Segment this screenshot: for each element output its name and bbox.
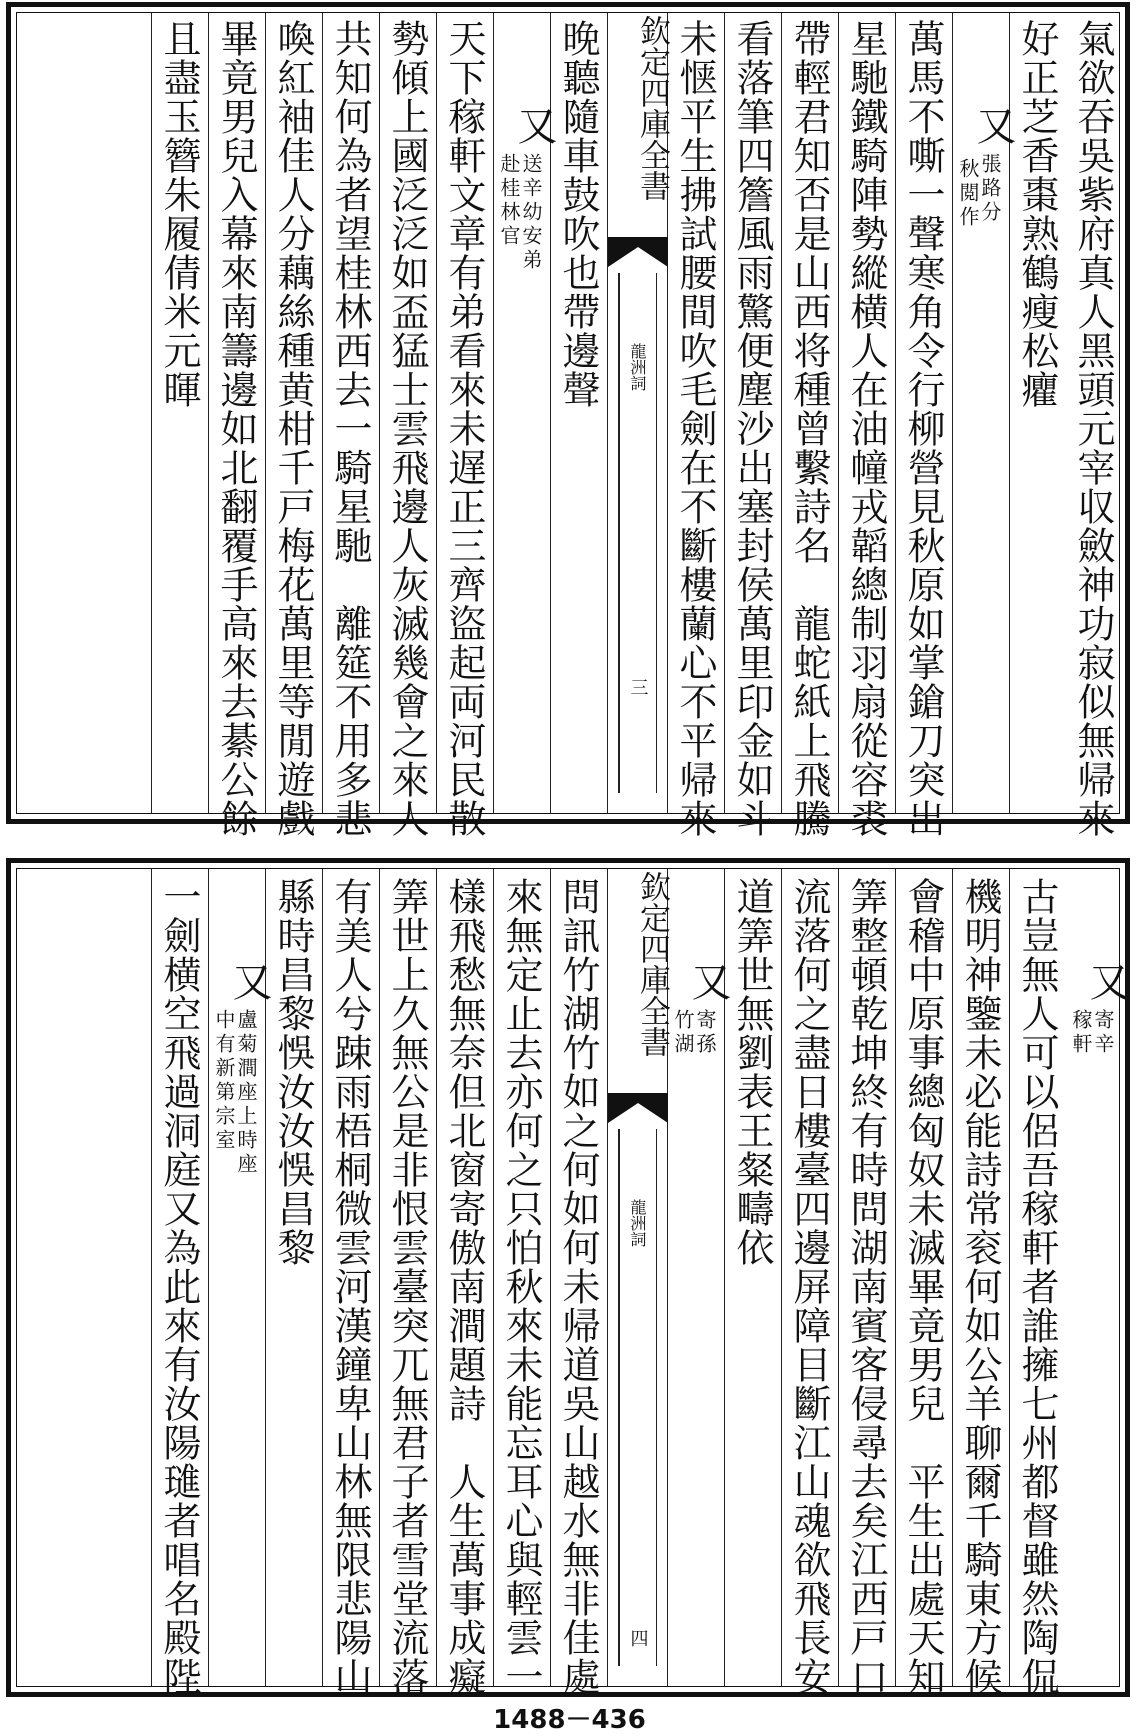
bottom-page-panel xyxy=(6,858,1130,1697)
top-col-11 xyxy=(436,13,493,838)
top-col-1 xyxy=(1066,13,1123,838)
banner-rule-right xyxy=(656,273,658,793)
text-column: 問訊竹湖竹如之何如何未帰道吳山越水無非佳處 xyxy=(556,877,600,1696)
banner-rule-left xyxy=(618,273,620,793)
bottom-col-16 xyxy=(151,869,208,1696)
text-column: 天下稼軒文章有弟看來未遅正三齊盜起両河民散 xyxy=(442,19,486,838)
text-column: 且盡玉簪朱履倩米元暉 xyxy=(157,19,201,409)
bottom-col-6 xyxy=(781,869,838,1696)
poem-note-left: 中有新第宗室 xyxy=(212,1009,236,1153)
top-col-12 xyxy=(379,13,436,838)
top-col-10 xyxy=(493,13,557,813)
poem-note-left: 稼軒 xyxy=(1069,1009,1093,1057)
poem-note-right: 寄孫 xyxy=(693,1009,717,1057)
text-column: 道筭世無劉表王粲疇依 xyxy=(730,877,774,1267)
text-column: 共知何為者望桂林西去一騎星馳 離筵不用多悲 xyxy=(328,19,372,838)
top-col-16 xyxy=(151,13,208,813)
top-center-banner xyxy=(607,13,670,813)
text-column: 古豈無人可以侶吾稼軒者誰擁七州都督雖然陶侃 xyxy=(1015,877,1059,1696)
text-column: 畢竟男兒入幕來南籌邊如北翻覆手高來去綦公餘 xyxy=(214,19,258,838)
text-column: 好正芝香棗熟鶴瘦松癯 xyxy=(1015,19,1059,409)
bottom-col-5 xyxy=(838,869,895,1696)
poem-note-right: 寄辛 xyxy=(1091,1009,1115,1057)
poem-note-right: 送辛幼安弟 xyxy=(519,153,543,273)
bottom-col-4 xyxy=(895,869,952,1696)
poem-note-left: 赴桂林官 xyxy=(497,153,521,249)
poem-note-right: 張路分 xyxy=(978,153,1002,225)
banner-page-number: 四 xyxy=(627,1629,649,1647)
top-col-7 xyxy=(724,13,781,838)
top-col-6 xyxy=(781,13,838,838)
text-column: 喚紅袖佳人分藕絲種黄柑千戸梅花萬里等閒遊戲 xyxy=(271,19,315,838)
top-col-3 xyxy=(952,13,1016,813)
poem-heading: 又 xyxy=(226,961,272,1003)
bottom-col-1 xyxy=(1066,869,1129,1686)
text-column: 萬馬不嘶一聲寒角令行柳營見秋原如掌鎗刀突出 xyxy=(901,19,945,838)
banner-page-number: 三 xyxy=(627,678,649,696)
top-col-15 xyxy=(208,13,265,838)
bottom-center-banner xyxy=(607,869,670,1686)
text-column: 樣飛愁無奈但北窗寄傲南澗題詩 人生萬事成癡 xyxy=(442,877,486,1696)
text-column: 筭整頓乾坤終有時問湖南賓客侵尋去矣江西戸口 xyxy=(844,877,888,1696)
top-page-panel xyxy=(6,2,1130,838)
banner-rule-right xyxy=(656,1129,658,1666)
bottom-col-15 xyxy=(208,869,272,1686)
poem-note-left: 秋閲作 xyxy=(956,158,980,230)
poem-note-right: 盧菊澗座上時座 xyxy=(234,1009,258,1177)
poem-heading: 又 xyxy=(685,961,731,1003)
top-col-8 xyxy=(667,13,724,838)
poem-heading: 又 xyxy=(511,105,557,147)
text-column: 未惬平生拂試腰間吹毛劍在不斷樓蘭心不平帰來 xyxy=(673,19,717,838)
text-column: 帶輕君知否是山西将種曾繫詩名 龍蛇紙上飛騰 xyxy=(787,19,831,838)
bottom-col-3 xyxy=(952,869,1009,1696)
top-page-frame xyxy=(16,12,1120,838)
text-column: 看落筆四簷風雨驚便塵沙出塞封侯萬里印金如斗 xyxy=(730,19,774,838)
text-column: 會稽中原事總匈奴未滅畢竟男兒 平生出處天知 xyxy=(901,877,945,1696)
bottom-col-10 xyxy=(493,869,550,1696)
text-column: 機明神鑒未必能詩常衮何如公羊聊爾千騎東方候 xyxy=(958,877,1002,1696)
text-column: 有美人兮踈雨梧桐微雲河漢鐘卑山林無限悲陽山 xyxy=(328,877,372,1696)
fish-tail-mark xyxy=(608,237,668,267)
banner-book-title: 欽定四庫全書 xyxy=(634,871,670,1057)
fish-tail-mark xyxy=(608,1093,668,1123)
top-col-13 xyxy=(322,13,379,838)
top-col-14 xyxy=(265,13,322,838)
top-col-5 xyxy=(838,13,895,838)
poem-heading: 又 xyxy=(1083,961,1129,1003)
text-column: 一劍横空飛過洞庭又為此來有汝陽璡者唱名殿陛 xyxy=(157,877,201,1696)
text-column: 星馳鐵騎陣勢縱横人在油幢戎韜總制羽扇從容裘 xyxy=(844,19,888,838)
bottom-col-8 xyxy=(667,869,731,1686)
bottom-col-2 xyxy=(1009,869,1066,1696)
text-column: 氣欲吞吳紫府真人黑頭元宰収斂神功寂似無帰來 xyxy=(1071,19,1115,838)
bottom-col-9 xyxy=(550,869,607,1696)
text-column: 來無定止去亦何之只怕秋來未能忘耳心與輕雲一 xyxy=(499,877,543,1696)
text-column: 流落何之盡日樓臺四邊屏障目斷江山魂欲飛長安 xyxy=(787,877,831,1696)
banner-work-name: 龍洲詞 xyxy=(628,343,647,391)
bottom-col-13 xyxy=(322,869,379,1696)
banner-work-name: 龍洲詞 xyxy=(628,1199,647,1247)
bottom-page-frame xyxy=(16,868,1129,1696)
bottom-col-11 xyxy=(436,869,493,1696)
bottom-col-12 xyxy=(379,869,436,1696)
text-column: 縣時昌黎悞汝汝悞昌黎 xyxy=(271,877,315,1267)
text-column: 晚聽隨車鼓吹也帶邊聲 xyxy=(556,19,600,409)
banner-book-title: 欽定四庫全書 xyxy=(634,15,670,201)
top-col-4 xyxy=(895,13,952,838)
poem-heading: 又 xyxy=(970,105,1016,147)
poem-note-left: 竹湖 xyxy=(671,1009,695,1057)
text-column: 筭世上久無公是非恨雲臺突兀無君子者雪堂流落 xyxy=(385,877,429,1696)
banner-rule-left xyxy=(618,1129,620,1666)
text-column: 勢傾上國泛泛如盃猛士雲飛邊人灰滅幾會之來人 xyxy=(385,19,429,838)
page-reference-number: 1488－436 xyxy=(493,1705,646,1735)
